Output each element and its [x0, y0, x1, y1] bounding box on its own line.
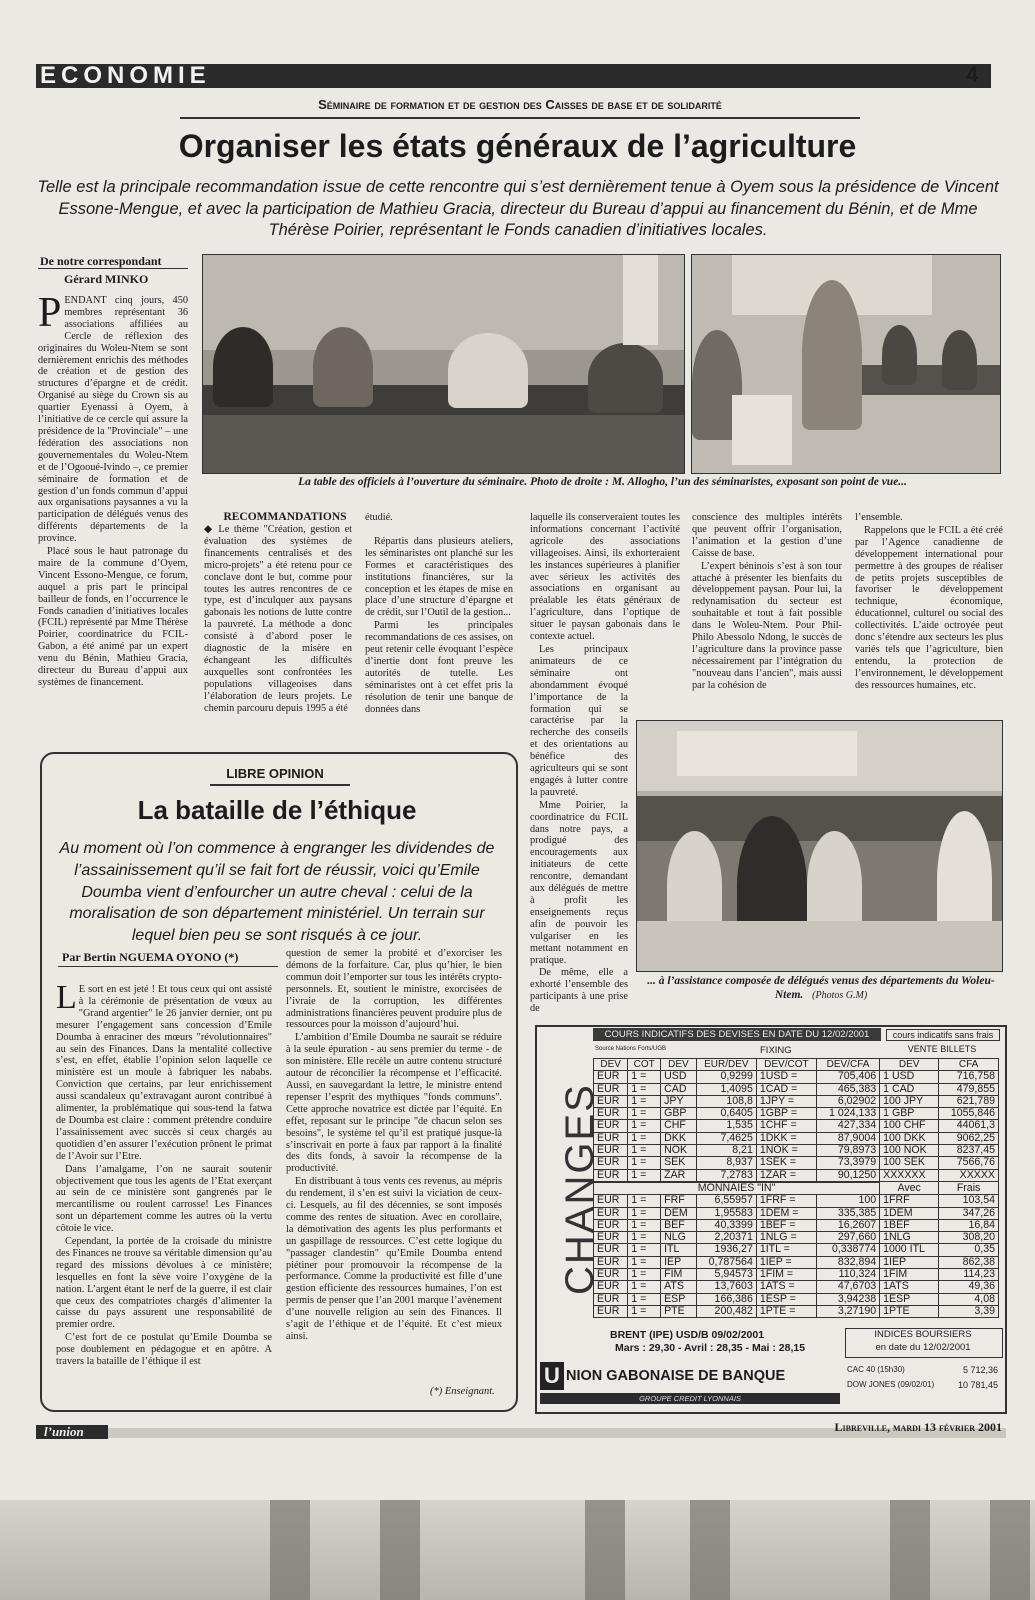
photo-credit: (Photos G.M): [812, 990, 868, 1001]
exchange-cell: 1USD =: [756, 1071, 816, 1083]
exchange-cell: PTE: [661, 1305, 697, 1317]
exchange-cell: 79,8973: [816, 1145, 879, 1157]
exchange-cell: 110,324: [816, 1269, 879, 1281]
bank-group: GROUPE CREDIT LYONNAIS: [540, 1393, 840, 1404]
exchange-cell: 1 =: [628, 1256, 661, 1268]
exchange-row: [594, 1244, 999, 1256]
exchange-cell: 90,1250: [816, 1169, 879, 1182]
exchange-cell: 1FIM: [880, 1269, 939, 1281]
exchange-cell: 297,660: [816, 1232, 879, 1244]
exchange-cell: 2,20371: [696, 1232, 756, 1244]
opinion-headline: La bataille de l’éthique: [137, 795, 417, 825]
exchange-cell: 8237,45: [939, 1145, 999, 1157]
exchange-cell: 1 =: [628, 1169, 661, 1182]
exchange-cell: 1936,27: [696, 1244, 756, 1256]
monnaies-in-label: MONNAIES "IN": [594, 1182, 880, 1195]
exchange-cell: 335,385: [816, 1207, 879, 1219]
exchange-cell: 1000 ITL: [880, 1244, 939, 1256]
indices-date: en date du 12/02/2001: [875, 1342, 971, 1353]
col-header: DEV/CFA: [816, 1059, 879, 1071]
exchange-cell: FRF: [661, 1195, 697, 1207]
exchange-cell: 1 =: [628, 1095, 661, 1107]
footer-paper-name: l’union: [44, 1424, 84, 1439]
article-deck: Telle est la principale recommandation issue de cette rencontre qui s’est dernièrement tenue à Oyem sous la présidence de Vincent Essone-Mengue, et avec la participation de Mathieu Gracia, directeur du Bureau d’appui au financement du Bénin, et de Mme Thérèse Poirier, représentant le Fonds canadien d’initiatives locales.: [37, 178, 999, 239]
monnaies-in-avec: Avec: [880, 1182, 939, 1195]
exchange-cell: 308,20: [939, 1232, 999, 1244]
exchange-row: [594, 1219, 999, 1231]
exchange-cell: 87,9004: [816, 1132, 879, 1144]
index-value: 5 712,36: [962, 1365, 998, 1375]
exchange-cell: 1IEP =: [756, 1256, 816, 1268]
exchange-cell: 1DKK =: [756, 1132, 816, 1144]
scan-stripe: [270, 1500, 310, 1600]
exchange-cell: 1NLG =: [756, 1232, 816, 1244]
col-header: CFA: [939, 1059, 999, 1071]
exchange-cell: 1 CAD: [880, 1083, 939, 1095]
exchange-cell: 1NLG: [880, 1232, 939, 1244]
col-header: DEV: [880, 1059, 939, 1071]
exchange-row: [594, 1281, 999, 1293]
exchange-cell: EUR: [594, 1293, 628, 1305]
caption-audience-text: ... à l’assistance composée de délégués venus des départements du Woleu-Ntem.: [647, 975, 995, 1001]
exchange-cell: 49,36: [939, 1281, 999, 1293]
col-header: DEV: [661, 1059, 697, 1071]
exchange-cell: EUR: [594, 1219, 628, 1231]
exchange-cell: 1GBP =: [756, 1108, 816, 1120]
exchange-row: [594, 1269, 999, 1281]
exchange-cell: 1FRF =: [756, 1195, 816, 1207]
exchange-cell: 1 GBP: [880, 1108, 939, 1120]
exchange-cell: 100 NOK: [880, 1145, 939, 1157]
opinion-paragraph: En distribuant à tous vents ces revenus, au mépris du rendement, il s’en est suivi la viciation de ceux-ci. Lesquels, au fil des décennies, se sont imposés comme des rentes de situation. Avec en corollaire, la démotivation des agents les plus performants et un gaspillage de ressources. C’est cette logique du "passager clandestin" qu’Emile Doumba entend piétiner pour promouvoir la récompense de la performance. Comme la productivité est fille d’une gestion efficiente des ressources humaines, l’on est permis de penser que l’an 2001 marque l’avènement d’une nouvelle religion au sein des Finances. Il s’agit de l’éthique et de l’équité. Et c’est mieux ainsi.: [286, 1176, 502, 1342]
page-number: 4: [966, 62, 979, 87]
exchange-cell: EUR: [594, 1244, 628, 1256]
article-column-4: [530, 512, 680, 1015]
index-name: CAC 40 (15h30): [847, 1365, 905, 1374]
exchange-cell: 200,482: [696, 1305, 756, 1317]
exchange-row: [594, 1157, 999, 1169]
exchange-cell: 6,55957: [696, 1195, 756, 1207]
exchange-cell: 1ITL =: [756, 1244, 816, 1256]
photo-audience: [636, 720, 1003, 972]
article-dropcap: P: [38, 290, 62, 336]
exchange-row: [594, 1293, 999, 1305]
exchange-cell: 1 024,133: [816, 1108, 879, 1120]
exchange-cell: 1NOK =: [756, 1145, 816, 1157]
article-column-3: [365, 512, 513, 742]
article-paragraph: laquelle ils conserveraient toutes les informations concernant l’activité agricole des associations villageoises. Ainsi, ils exhorteraient les instances supérieures à planifier avec sérieux les activités des associations en organisant au préalable les états généraux de l’agriculture, dans l’optique de situer le paysan gabonais dans le contexte actuel.: [530, 512, 680, 643]
exchange-cell: 4,08: [939, 1293, 999, 1305]
exchange-cell: 1 =: [628, 1083, 661, 1095]
exchange-cell: 1PTE =: [756, 1305, 816, 1317]
exchange-cell: 7,4625: [696, 1132, 756, 1144]
exchange-cell: 621,789: [939, 1095, 999, 1107]
exchange-cell: 1ATS =: [756, 1281, 816, 1293]
exchange-cell: 100: [816, 1195, 879, 1207]
exchange-row: [594, 1305, 999, 1317]
changes-fixing: FIXING: [760, 1045, 792, 1056]
exchange-cell: ITL: [661, 1244, 697, 1256]
article-paragraph: Rappelons que le FCIL a été créé par l’Agence canadienne de développement international pour permettre à des groupes de réaliser de petits projets susceptibles de favoriser le développement technique, économique, éducationnel, culturel ou social des collectivités. L’aide octroyée peut donc s’étendre aux secteurs les plus variés tels que l’agriculture, bien entendu, la protection de l’environnement, le développement des ressources humaines, etc.: [855, 524, 1003, 691]
exchange-cell: 47,6703: [816, 1281, 879, 1293]
exchange-rate-table: [593, 1058, 999, 1318]
exchange-cell: 1DEM: [880, 1207, 939, 1219]
exchange-cell: 1 =: [628, 1232, 661, 1244]
article-paragraph: Parmi les principales recommandations de ces assises, on peut retenir celle évoquant l’espèce d’inertie dont font preuve les autorités de tutelle. Les séminaristes ont à cet effet pris la résolution de tenir une banque de données dans: [365, 620, 513, 715]
exchange-cell: 1ZAR =: [756, 1169, 816, 1182]
exchange-cell: EUR: [594, 1108, 628, 1120]
exchange-cell: 347,26: [939, 1207, 999, 1219]
exchange-cell: EUR: [594, 1256, 628, 1268]
col-header: EUR/DEV: [696, 1059, 756, 1071]
changes-title: COURS INDICATIFS DES DEVISES EN DATE DU 12/02/2001: [593, 1028, 881, 1041]
scan-stripe: [990, 1500, 1030, 1600]
exchange-cell: 0,338774: [816, 1244, 879, 1256]
exchange-cell: 3,39: [939, 1305, 999, 1317]
opinion-byline-rule: [58, 966, 278, 967]
opinion-paragraph: question de semer la probité et d’exorciser les démons de la forfaiture. Car, plus qu’hier, le bien commun doit l’emporter sur tous les intérêts crypto-personnels. Et, soutient le ministre, exorcisées de l’ivraie de la corruption, les différentes administrations financières peuvent produire plus de ressources pour la moisson d’aujourd’hui.: [286, 948, 502, 1031]
exchange-cell: 0,9299: [696, 1071, 756, 1083]
opinion-paragraph: E sort en est jeté ! Et tous ceux qui ont assisté à la cérémonie de présentation de vœux au "Grand argentier" le 26 janvier dernier, ont pu mesurer l’engagement sans concession d’Emile Doumba à enraciner des mœurs "révolutionnaires" au sein des Finances. Dans la mentalité collective s’est, en effet, établie l’opinion selon laquelle ce ministère est un moule à fabriquer les nababs. Conviction que certains, par leur enrichissement aussi scandaleux qu’extravagant auront contribué à alimenter, la problématique qui sous-tend la fatwa de Doumba est claire : comment prétendre conduire l’assainissement avec succès si ceux chargés au quotidien d’en assurer l’exécution prônent le primat de l’Avoir sur l’Etre.: [56, 984, 272, 1162]
exchange-cell: 1CAD =: [756, 1083, 816, 1095]
exchange-cell: DKK: [661, 1132, 697, 1144]
exchange-cell: 73,3979: [816, 1157, 879, 1169]
exchange-row: [594, 1232, 999, 1244]
opinion-kicker: LIBRE OPINION: [226, 766, 324, 781]
opinion-column-b: [286, 948, 502, 1380]
exchange-cell: 1 =: [628, 1281, 661, 1293]
exchange-cell: 1 USD: [880, 1071, 939, 1083]
exchange-cell: 832,894: [816, 1256, 879, 1268]
monnaies-in-row: [594, 1182, 999, 1195]
exchange-cell: 1,4095: [696, 1083, 756, 1095]
exchange-cell: 7,2783: [696, 1169, 756, 1182]
article-paragraph: ENDANT cinq jours, 450 membres représentant 36 associations affiliées au Cercle de réflexion des originaires du Woleu-Ntem se sont dernièrement enrichis des méthodes de création et de gestion des structures d’épargne et de crédit. Organisé au siège du Crown sis au quartier Eyenassi à Oyem, à l’initiative de ce cercle qui assure la présidence de la "Provinciale" – une fédération des associations non gouvernementales du Woleu-Ntem et de l’Ogooué-Ivindo –, ce premier séminaire de formation et de gestion d’un fonds commun d’appui aux organisations paysannes a vu la participation de délégués venus des différents départements de la province.: [38, 295, 188, 545]
exchange-cell: EUR: [594, 1281, 628, 1293]
exchange-cell: EUR: [594, 1169, 628, 1182]
exchange-cell: 1JPY =: [756, 1095, 816, 1107]
scan-shadow: [0, 1500, 1035, 1600]
exchange-cell: 16,84: [939, 1219, 999, 1231]
exchange-cell: BEF: [661, 1219, 697, 1231]
photo-speaker: [691, 254, 1001, 474]
exchange-cell: 1ESP: [880, 1293, 939, 1305]
exchange-cell: EUR: [594, 1095, 628, 1107]
brent-values: Mars : 29,30 - Avril : 28,35 - Mai : 28,15: [615, 1342, 806, 1354]
exchange-cell: 1 =: [628, 1269, 661, 1281]
exchange-row: [594, 1256, 999, 1268]
article-column-5: [692, 512, 842, 734]
exchange-cell: 40,3399: [696, 1219, 756, 1231]
exchange-cell: ATS: [661, 1281, 697, 1293]
exchange-cell: 1 =: [628, 1195, 661, 1207]
exchange-cell: ESP: [661, 1293, 697, 1305]
exchange-cell: EUR: [594, 1232, 628, 1244]
exchange-cell: 0,6405: [696, 1108, 756, 1120]
exchange-cell: 0,787564: [696, 1256, 756, 1268]
bank-name: NION GABONAISE DE BANQUE: [566, 1368, 786, 1384]
opinion-deck: Au moment où l’on commence à engranger les dividendes de l’assainissement qu’il se fait fort de réussir, voici qu’Emile Doumba vient d’enfourcher un autre cheval : celui de la moralisation de son département ministériel. Un terrain sur lequel bien peu se sont risqués à ce jour.: [59, 840, 495, 945]
exchange-cell: 1 =: [628, 1120, 661, 1132]
exchange-cell: 1ATS: [880, 1281, 939, 1293]
opinion-footnote: (*) Enseignant.: [430, 1386, 495, 1397]
exchange-cell: EUR: [594, 1083, 628, 1095]
opinion-paragraph: Cependant, la portée de la croisade du ministre des Finances ne trouve sa véritable dimension qu’au regard des missions dévolues à ce ministère; lesquelles en font la sève voire l’oxygène de la nation. L’argent étant le nerf de la guerre, il est clair que ceux des compatriotes chargés d’alimenter la caisse du pays assurent une responsabilité de premier ordre.: [56, 1236, 272, 1331]
exchange-cell: 1 =: [628, 1293, 661, 1305]
exchange-cell: 1 =: [628, 1157, 661, 1169]
exchange-cell: 1PTE: [880, 1305, 939, 1317]
exchange-cell: 1FIM =: [756, 1269, 816, 1281]
exchange-cell: 427,334: [816, 1120, 879, 1132]
exchange-cell: 3,94238: [816, 1293, 879, 1305]
exchange-row: [594, 1095, 999, 1107]
article-column-6: [855, 512, 1003, 734]
index-value: 10 781,45: [957, 1380, 998, 1390]
byline-name: Gérard MINKO: [64, 272, 149, 286]
opinion-paragraph: L’ambition d’Emile Doumba ne saurait se réduire à la seule épuration - au sens premier du terme - de son ministère. Elle recèle un autre contenu structuré autour de réconcilier la récompense et l’efficacité. Aussi, en sauvegardant la lettre, le ministre entend repenser l’esprit des mythiques "fonds communs". Cette approche novatrice est dictée par l’équité. En effet, reposant sur le principe "de chacun selon ses besoins", le système tel qu’il est pratiqué jusque-là s’inscrivait en porte à faux par rapport à la finalité des dits fonds, à savoir la récompense de la productivité.: [286, 1032, 502, 1175]
exchange-cell: XXXXXX: [880, 1169, 939, 1182]
exchange-cell: EUR: [594, 1145, 628, 1157]
exchange-cell: 100 CHF: [880, 1120, 939, 1132]
article-kicker: Séminaire de formation et de gestion des Caisses de base et de solidarité: [318, 97, 722, 112]
exchange-cell: 13,7603: [696, 1281, 756, 1293]
exchange-cell: 1,535: [696, 1120, 756, 1132]
exchange-cell: 100 DKK: [880, 1132, 939, 1144]
footer-dateline: Libreville, mardi 13 février 2001: [834, 1420, 1002, 1434]
exchange-cell: 9062,25: [939, 1132, 999, 1144]
article-paragraph: l’ensemble.: [855, 512, 903, 523]
article-column-2: [204, 524, 352, 742]
exchange-cell: 1BEF: [880, 1219, 939, 1231]
article-paragraph: conscience des multiples intérêts que peuvent offrir l’organisation, l’animation et la gestion d’une Caisse de base.: [692, 512, 842, 559]
exchange-cell: 44061,3: [939, 1120, 999, 1132]
opinion-dropcap: L: [56, 979, 77, 1016]
exchange-cell: XXXXX: [939, 1169, 999, 1182]
article-paragraph: Mme Poirier, la coordinatrice du FCIL dans notre pays, a prodigué des encouragements aux initiateurs de cette rencontre, demandant aux délégués de mettre à profit les enseignements reçus afin de pouvoir les vulgariser en les mettant notamment en pratique.: [530, 799, 628, 966]
exchange-cell: 716,758: [939, 1071, 999, 1083]
exchange-cell: 1BEF =: [756, 1219, 816, 1231]
exchange-row: [594, 1145, 999, 1157]
indices-title: INDICES BOURSIERS: [874, 1329, 972, 1340]
opinion-paragraph: C’est fort de ce postulat qu’Emile Doumba se pose doublement en pédagogue et en apôtre. A travers la bataille de l’éthique il est: [56, 1332, 272, 1368]
section-title: ECONOMIE: [40, 62, 211, 89]
article-paragraph: Répartis dans plusieurs ateliers, les séminaristes ont planché sur les Formes et caractéristiques des institutions financières, sur la conception et les étapes de mise en place d’une structure d’épargne et de crédit, sur l’Outil de la gestion...: [365, 535, 513, 619]
exchange-cell: 862,38: [939, 1256, 999, 1268]
byline-label: De notre correspondant: [40, 254, 162, 268]
exchange-cell: 0,35: [939, 1244, 999, 1256]
exchange-table-header: [594, 1059, 999, 1071]
exchange-cell: EUR: [594, 1132, 628, 1144]
opinion-column-a: [56, 979, 272, 1400]
exchange-cell: CAD: [661, 1083, 697, 1095]
article-paragraph: ◆ Le thème "Création, gestion et évaluation des systèmes de financements centralisés et des micro-projets" a été retenu pour ce conclave dont le but, comme pour toutes les autres rencontres de ce type, est d’inculquer aux paysans gabonais les notions de lutte contre la pauvreté. La méthode a donc consisté à d’abord poser le diagnostic de la misère en échangeant les difficultés auxquelles sont confrontées les populations villageoises dans l’élaboration de leurs projets. Le chemin parcouru depuis 1995 a été: [204, 524, 352, 714]
exchange-cell: 103,54: [939, 1195, 999, 1207]
exchange-cell: 6,02902: [816, 1095, 879, 1107]
exchange-cell: 16,2607: [816, 1219, 879, 1231]
byline-rule: [38, 268, 188, 269]
exchange-cell: 1 =: [628, 1207, 661, 1219]
kicker-rule: [180, 117, 860, 119]
monnaies-in-frais: Frais: [939, 1182, 999, 1195]
article-paragraph: De même, elle a exhorté l’ensemble des participants à une prise de: [530, 967, 628, 1015]
exchange-cell: SEK: [661, 1157, 697, 1169]
scan-stripe: [890, 1500, 930, 1600]
exchange-cell: 705,406: [816, 1071, 879, 1083]
col-header: DEV: [594, 1059, 628, 1071]
exchange-cell: ZAR: [661, 1169, 697, 1182]
exchange-row: [594, 1207, 999, 1219]
caption-officials: La table des officiels à l’ouverture du séminaire. Photo de droite : M. Allogho, l’un des séminaristes, exposant son point de vue...: [298, 476, 907, 488]
opinion-kicker-rule: [210, 784, 350, 786]
exchange-row: [594, 1083, 999, 1095]
exchange-cell: 1 =: [628, 1108, 661, 1120]
exchange-cell: 1 =: [628, 1244, 661, 1256]
exchange-row: [594, 1195, 999, 1207]
exchange-cell: 1ESP =: [756, 1293, 816, 1305]
exchange-row: [594, 1108, 999, 1120]
scan-stripe: [585, 1500, 625, 1600]
exchange-cell: 1DEM =: [756, 1207, 816, 1219]
index-name: DOW JONES (09/02/01): [847, 1380, 935, 1389]
changes-right-sub: VENTE BILLETS: [907, 1044, 977, 1054]
col-header: COT: [628, 1059, 661, 1071]
photo-officials-table: [202, 254, 685, 474]
exchange-cell: FIM: [661, 1269, 697, 1281]
exchange-cell: EUR: [594, 1195, 628, 1207]
exchange-cell: 1 =: [628, 1305, 661, 1317]
col-header: DEV/COT: [756, 1059, 816, 1071]
exchange-cell: 1IEP: [880, 1256, 939, 1268]
exchange-cell: JPY: [661, 1095, 697, 1107]
exchange-cell: 8,937: [696, 1157, 756, 1169]
exchange-cell: EUR: [594, 1269, 628, 1281]
exchange-cell: 5,94573: [696, 1269, 756, 1281]
scan-stripe: [690, 1500, 730, 1600]
exchange-cell: 1CHF =: [756, 1120, 816, 1132]
exchange-cell: GBP: [661, 1108, 697, 1120]
exchange-cell: 7566,76: [939, 1157, 999, 1169]
article-paragraph: L’expert béninois s’est à son tour attaché à présenter les bienfaits du développement paysan. Pour lui, la redynamisation du secteur est souhaitable et tout à fait possible dans le Woleu-Ntem. Pour Phil-Philo Abessolo Ndong, le succès de l’agriculture dans la province passe nécessairement par l’intégration du "nouveau dans l’ancien", mais aussi par la cohésion de: [692, 560, 842, 691]
exchange-row: [594, 1071, 999, 1083]
exchange-cell: CHF: [661, 1120, 697, 1132]
exchange-cell: 1SEK =: [756, 1157, 816, 1169]
changes-vertical-label: CHANGES: [558, 1083, 602, 1295]
exchange-cell: NOK: [661, 1145, 697, 1157]
exchange-cell: EUR: [594, 1071, 628, 1083]
exchange-cell: 3,27190: [816, 1305, 879, 1317]
opinion-paragraph: Dans l’amalgame, l’on ne saurait soutenir objectivement que tous les agents de l’Etat exerçant au sein de ce ministère sont gangrenés par le mercantilisme ou roulent carrosse! Les Finances sont un département comme les autres où la vertu côtoie le vice.: [56, 1163, 272, 1235]
article-headline: Organiser les états généraux de l’agriculture: [178, 128, 857, 164]
exchange-cell: 1 =: [628, 1219, 661, 1231]
scan-stripe: [380, 1500, 420, 1600]
exchange-cell: 166,386: [696, 1293, 756, 1305]
exchange-cell: DEM: [661, 1207, 697, 1219]
article-paragraph: étudié.: [365, 512, 393, 523]
exchange-cell: 1,95583: [696, 1207, 756, 1219]
exchange-row: [594, 1120, 999, 1132]
exchange-row: [594, 1169, 999, 1182]
exchange-cell: EUR: [594, 1120, 628, 1132]
article-paragraph: Les principaux animateurs de ce séminaire ont abondamment évoqué l’importance de la formation qui se caractérise par la recherche des conseils et des orientations au bénéfice des agriculteurs qui se sont engagés à lutter contre la pauvreté.: [530, 643, 628, 798]
exchange-cell: IEP: [661, 1256, 697, 1268]
opinion-byline: Par Bertin NGUEMA OYONO (*): [62, 950, 239, 964]
brent-title: BRENT (IPE) USD/B 09/02/2001: [610, 1329, 765, 1341]
exchange-cell: EUR: [594, 1157, 628, 1169]
exchange-cell: 114,23: [939, 1269, 999, 1281]
article-paragraph: Placé sous le haut patronage du maire de la commune d’Oyem, Vincent Essono-Mengue, ce forum, auquel a pris part le principal bailleur de fonds, en l’occurrence le Fonds canadien d’initiatives locales (FCIL) représenté par Mme Thérèse Poirier, coordinatrice du FCIL-Gabon, a été animé par un expert venu du Bénin, Mathieu Gracia, directeur du Bureau d’appui aux systèmes de financement.: [38, 546, 188, 688]
changes-right-title: cours indicatifs sans frais: [886, 1029, 1000, 1041]
exchange-cell: 100 SEK: [880, 1157, 939, 1169]
exchange-cell: 100 JPY: [880, 1095, 939, 1107]
exchange-cell: 1 =: [628, 1145, 661, 1157]
subhead-recommandations: RECOMMANDATIONS: [223, 511, 347, 523]
exchange-cell: 108,8: [696, 1095, 756, 1107]
exchange-cell: 1055,846: [939, 1108, 999, 1120]
caption-audience: [640, 974, 1002, 1003]
exchange-cell: EUR: [594, 1305, 628, 1317]
exchange-cell: 1FRF: [880, 1195, 939, 1207]
bank-logo-initial: U: [540, 1362, 564, 1390]
article-column-1: [38, 290, 188, 740]
changes-source: Source Nations Forts/UGB: [595, 1046, 667, 1052]
exchange-cell: 465,383: [816, 1083, 879, 1095]
exchange-cell: USD: [661, 1071, 697, 1083]
exchange-cell: 1 =: [628, 1071, 661, 1083]
exchange-cell: 479,855: [939, 1083, 999, 1095]
exchange-cell: EUR: [594, 1207, 628, 1219]
exchange-cell: 1 =: [628, 1132, 661, 1144]
exchange-cell: NLG: [661, 1232, 697, 1244]
exchange-row: [594, 1132, 999, 1144]
exchange-cell: 8,21: [696, 1145, 756, 1157]
